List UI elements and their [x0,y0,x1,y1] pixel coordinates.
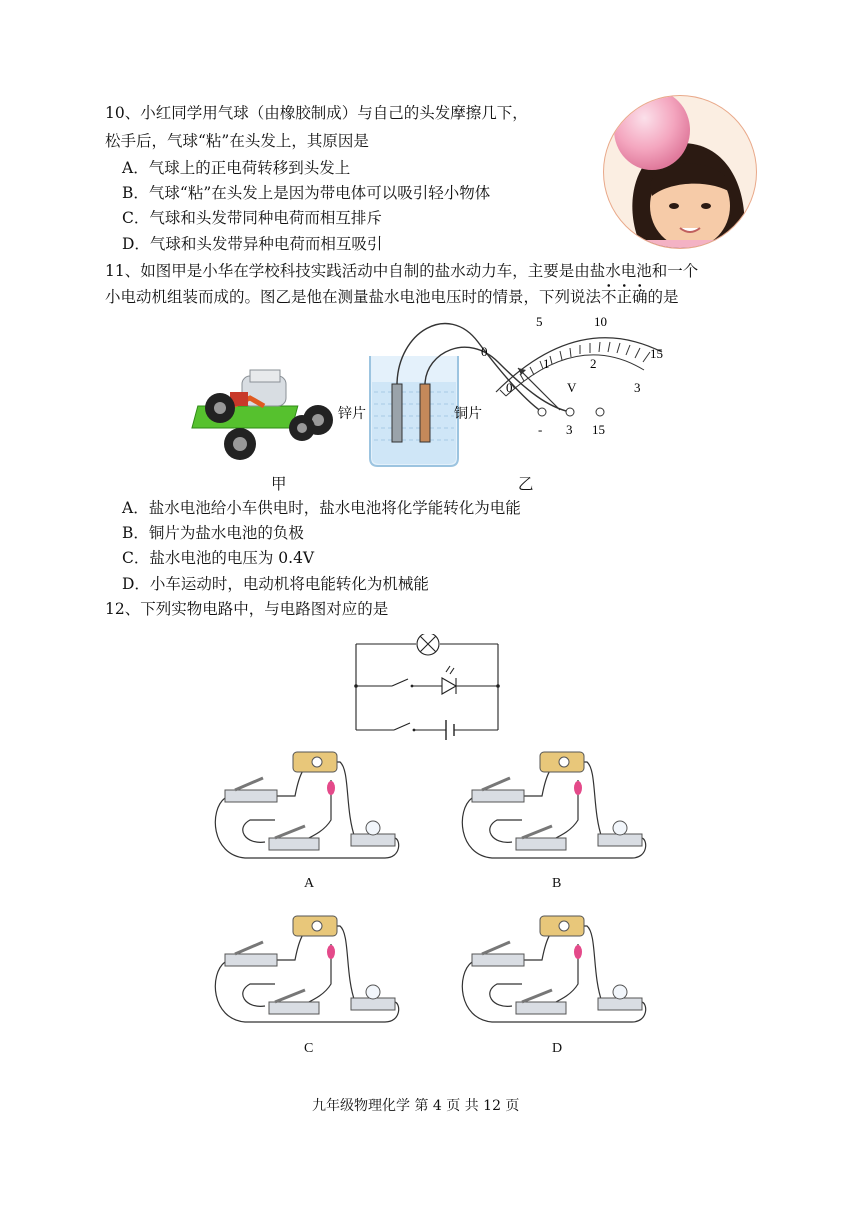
balloon-girl-photo [602,88,758,252]
q11-option-b: B．铜片为盐水电池的负极 [122,524,304,542]
zinc-label: 锌片 [338,407,366,422]
q10-option-b: B．气球“粘”在头发上是因为带电体可以吸引轻小物体 [122,184,491,202]
page-footer: 九年级物理化学 第 4 页 共 12 页 [312,1098,520,1114]
beaker-voltmeter-figure [338,312,688,470]
circuit-option-b[interactable] [452,750,652,862]
q11-option-c: C．盐水电池的电压为 0.4V [122,549,315,567]
lower-scale-3: 3 [634,380,641,395]
circuit-diagram [350,634,505,740]
saltwater-car-figure [190,368,340,464]
q11-stem-before: 小电动机组装而成的。图乙是他在测量盐水电池电压时的情景，下列说法 [105,288,602,306]
q11-option-a: A．盐水电池给小车供电时，盐水电池将化学能转化为电能 [122,499,521,517]
choice-label-a: A [304,876,315,891]
choice-label-b: B [552,876,562,891]
terminal-3: 3 [566,422,573,437]
lower-scale-1: 1 [543,356,550,371]
q10-stem-line2: 松手后，气球“粘”在头发上，其原因是 [105,132,369,150]
circuit-option-a[interactable] [205,750,405,862]
q10-option-c: C．气球和头发带同种电荷而相互排斥 [122,209,382,227]
q11-emphasis-text: 不正确 [601,284,648,306]
figure-label-yi: 乙 [518,475,534,493]
upper-scale-5: 5 [536,314,543,329]
upper-scale-0: 0 [481,344,488,359]
lower-scale-2: 2 [590,356,597,371]
choice-label-d: D [552,1041,563,1056]
q10-option-a: A．气球上的正电荷转移到头发上 [122,159,351,177]
lower-scale-0: 0 [506,380,513,395]
circuit-option-d[interactable] [452,914,652,1026]
choice-label-c: C [304,1041,314,1056]
terminal-15: 15 [592,422,605,437]
circuit-option-c[interactable] [205,914,405,1026]
copper-label: 铜片 [454,407,482,422]
meter-unit: V [567,380,577,395]
q11-stem-line2 [105,287,679,307]
terminal-minus: - [538,422,543,437]
figure-label-jia: 甲 [271,475,287,493]
upper-scale-10: 10 [594,314,607,329]
q10-stem-line1: 10、小红同学用气球（由橡胶制成）与自己的头发摩擦几下， [105,104,528,122]
upper-scale-15: 15 [650,346,663,361]
q11-stem-after: 的是 [647,288,679,306]
q11-stem-line1: 11、如图甲是小华在学校科技实践活动中自制的盐水动力车，主要是由盐水电池和一个 [105,262,699,280]
q10-option-d: D．气球和头发带异种电荷而相互吸引 [122,235,383,253]
q11-option-d: D．小车运动时，电动机将电能转化为机械能 [122,575,429,593]
q12-stem: 12、下列实物电路中，与电路图对应的是 [105,600,389,618]
